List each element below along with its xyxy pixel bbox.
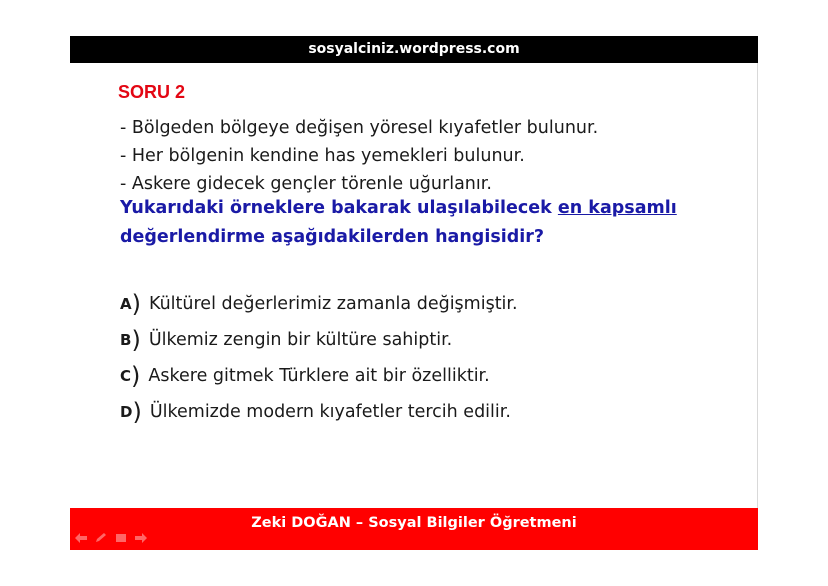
option-b[interactable]: [120, 322, 740, 358]
slide: [70, 36, 758, 550]
slideshow-controls: [74, 533, 147, 543]
statement-3: - Askere gidecek gençler törenle uğurlanır.: [120, 174, 492, 194]
author-credit: Zeki DOĞAN – Sosyal Bilgiler Öğretmeni: [251, 515, 577, 531]
option-a-paren: ): [131, 290, 141, 318]
statement-list: [120, 114, 750, 198]
question-label: SORU 2: [118, 82, 186, 102]
footer-bar: [70, 508, 758, 550]
statement-2: - Her bölgenin kendine has yemekleri bulunur.: [120, 146, 525, 166]
option-d-paren: ): [132, 398, 142, 426]
back-arrow-icon[interactable]: [74, 533, 87, 543]
forward-arrow-icon[interactable]: [134, 533, 147, 543]
option-b-paren: ): [131, 326, 141, 354]
option-c-letter: C: [120, 367, 132, 385]
option-a-text: Kültürel değerlerimiz zamanla değişmiştir.: [148, 294, 518, 314]
prompt-text-end: değerlendirme aşağıdakilerden hangisidir?: [120, 227, 545, 247]
header-bar: [70, 36, 758, 63]
menu-icon[interactable]: [114, 533, 127, 543]
prompt-text-start: Yukarıdaki örneklere bakarak ulaşılabilecek: [120, 198, 558, 218]
option-b-letter: B: [120, 331, 132, 349]
option-c[interactable]: [120, 358, 740, 394]
statement-1: - Bölgeden bölgeye değişen yöresel kıyafetler bulunur.: [120, 118, 599, 138]
option-d-text: Ülkemizde modern kıyafetler tercih edilir.: [149, 402, 511, 422]
option-d[interactable]: [120, 394, 740, 430]
answer-options: [120, 286, 740, 430]
option-c-paren: ): [131, 362, 141, 390]
option-a-letter: A: [120, 295, 132, 313]
pen-icon[interactable]: [94, 533, 107, 543]
question-prompt: [120, 194, 680, 252]
prompt-emphasis: en kapsamlı: [557, 198, 677, 218]
option-c-text: Askere gitmek Türklere ait bir özelliktir.: [148, 366, 490, 386]
option-d-letter: D: [120, 403, 133, 421]
option-b-text: Ülkemiz zengin bir kültüre sahiptir.: [148, 330, 453, 350]
option-a[interactable]: [120, 286, 740, 322]
site-name: sosyalciniz.wordpress.com: [308, 41, 520, 57]
